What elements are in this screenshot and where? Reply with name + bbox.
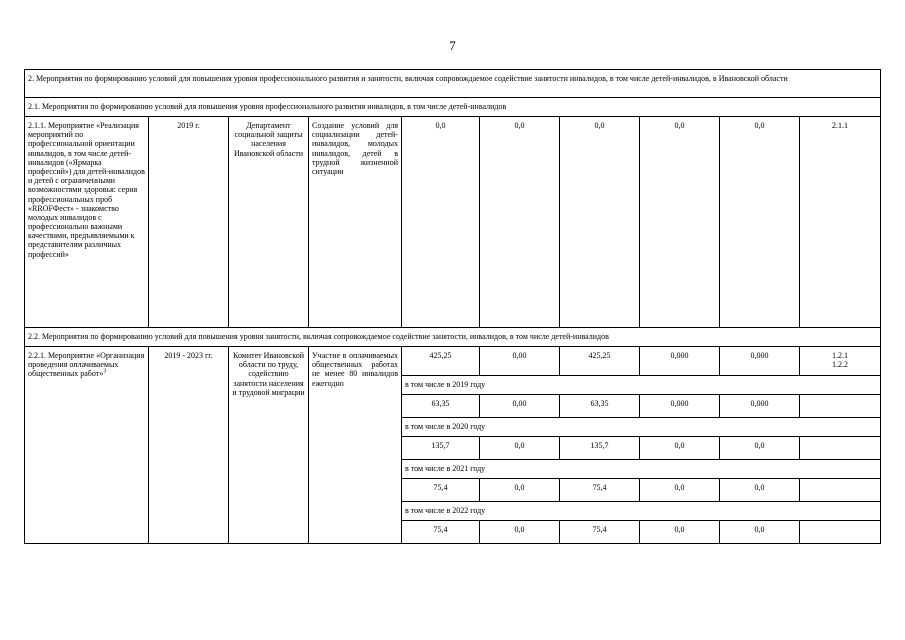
value-cell: 0,000 bbox=[640, 395, 720, 418]
program-table bbox=[24, 69, 881, 544]
value-cell: 0,0 bbox=[402, 117, 480, 328]
indicator-link-2: 1.2.2 bbox=[832, 360, 849, 370]
expected-result: Участие в оплачиваемых общественных работах не менее 80 инвалидов ежегодно bbox=[309, 347, 402, 544]
section-header: 2. Мероприятия по формированию условий для повышения уровня профессионального развития и занятости, включая сопровождаемое содействие занятости инвалидов, в том числе детей-инвалидов, в Ивановской области bbox=[25, 70, 881, 98]
value-cell: 0,0 bbox=[640, 521, 720, 544]
value-cell: 0,0 bbox=[640, 437, 720, 460]
value-cell: 0,0 bbox=[640, 479, 720, 502]
subsection-2-1-header: 2.1. Мероприятия по формированию условий для повышения уровня профессионального развития инвалидов, в том числе детей-инвалидов bbox=[25, 98, 881, 117]
empty-cell bbox=[800, 479, 881, 502]
empty-cell bbox=[800, 395, 881, 418]
value-cell: 75,4 bbox=[560, 479, 640, 502]
value-cell: 0,0 bbox=[720, 521, 800, 544]
value-cell: 0,0 bbox=[560, 117, 640, 328]
executor: Комитет Ивановской области по труду, содействию занятости населения и трудовой миграции bbox=[229, 347, 309, 544]
value-cell: 0,0 bbox=[720, 437, 800, 460]
measure-name: 2.1.1. Мероприятие «Реализация мероприятий по профессиональной ориентации инвалидов, в том числе детей-инвалидов («Ярмарка профессий») для детей-инвалидов и детей с ограниченными возможностями здоровья: серия профессиональных проб «RROFФест» - знакомство молодых инвалидов с профессионально важными качествами, предъявляемыми к представителям различных профессий» bbox=[25, 117, 149, 328]
indicator-link bbox=[800, 347, 881, 376]
value-cell: 0,000 bbox=[720, 395, 800, 418]
executor: Департамент социальной защиты населения Ивановской области bbox=[229, 117, 309, 328]
total-value-cell: 0,000 bbox=[720, 347, 800, 376]
value-cell: 135,7 bbox=[402, 437, 480, 460]
page-number: 7 bbox=[449, 38, 456, 53]
value-cell: 63,35 bbox=[402, 395, 480, 418]
value-cell: 0,0 bbox=[480, 117, 560, 328]
year-label: в том числе в 2020 году bbox=[402, 418, 881, 437]
year-label: в том числе в 2019 году bbox=[402, 376, 881, 395]
expected-result: Создание условий для социализации детей-инвалидов, молодых инвалидов, детей в трудной жизненной ситуации bbox=[309, 117, 402, 328]
value-cell: 0,0 bbox=[480, 479, 560, 502]
total-value-cell: 0,000 bbox=[640, 347, 720, 376]
value-cell: 0,0 bbox=[720, 479, 800, 502]
period: 2019 г. bbox=[149, 117, 229, 328]
value-cell: 135,7 bbox=[560, 437, 640, 460]
total-value-cell: 0,00 bbox=[480, 347, 560, 376]
value-cell: 75,4 bbox=[560, 521, 640, 544]
table-row-2-2-1 bbox=[25, 347, 881, 376]
empty-cell bbox=[800, 521, 881, 544]
value-cell: 0,0 bbox=[480, 437, 560, 460]
subsection-2-1-row bbox=[25, 98, 881, 117]
value-cell: 75,4 bbox=[402, 521, 480, 544]
empty-cell bbox=[800, 437, 881, 460]
value-cell: 0,0 bbox=[720, 117, 800, 328]
table-row-2-1-1 bbox=[25, 117, 881, 328]
year-label: в том числе в 2021 году bbox=[402, 460, 881, 479]
year-label: в том числе в 2022 году bbox=[402, 502, 881, 521]
value-cell: 0,0 bbox=[640, 117, 720, 328]
subsection-2-2-header: 2.2. Мероприятия по формированию условий для повышения уровня занятости, включая сопровождаемое содействие занятости, инвалидов, в том числе детей-инвалидов bbox=[25, 328, 881, 347]
indicator-link-1: 1.2.1 bbox=[832, 351, 849, 360]
value-cell: 0,0 bbox=[480, 521, 560, 544]
measure-name-text: 2.2.1. Мероприятие «Организация проведения оплачиваемых общественных работ» bbox=[28, 351, 145, 379]
value-cell: 63,35 bbox=[560, 395, 640, 418]
period: 2019 - 2023 гг. bbox=[149, 347, 229, 544]
value-cell: 0,00 bbox=[480, 395, 560, 418]
measure-name bbox=[25, 347, 149, 544]
indicator-link: 2.1.1 bbox=[800, 117, 881, 328]
subsection-2-2-row bbox=[25, 328, 881, 347]
footnote-mark: 3 bbox=[103, 368, 107, 375]
value-cell: 75,4 bbox=[402, 479, 480, 502]
total-value-cell: 425,25 bbox=[560, 347, 640, 376]
total-value-cell: 425,25 bbox=[402, 347, 480, 376]
section-header-row bbox=[25, 70, 881, 98]
